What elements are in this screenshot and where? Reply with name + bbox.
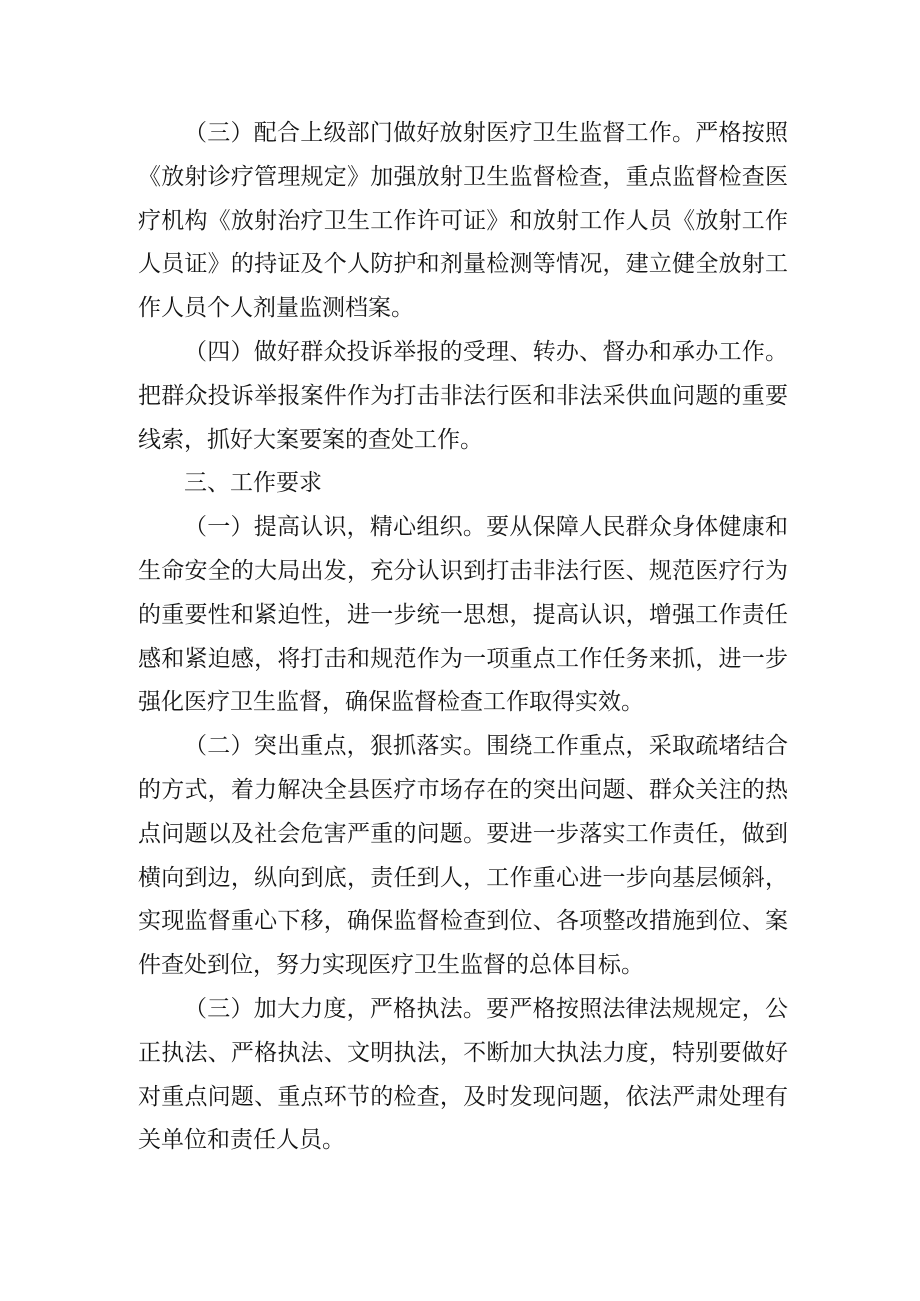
section-heading-work-requirements: 三、工作要求 [184, 470, 322, 497]
paragraph-radiation-supervision: （三）配合上级部门做好放射医疗卫生监督工作。严格按照《放射诊疗管理规定》加强放射卫生监督检查，重点监督检查医疗机构《放射治疗卫生工作许可证》和放射工作人员《放射工作人员证》的持证及个人防护和剂量检测等情况，建立健全放射工作人员个人剂量监测档案。 [138, 120, 788, 322]
paragraph-strict-enforcement: （三）加大力度，严格执法。要严格按照法律法规规定，公正执法、严格执法、文明执法，不断加大执法力度，特别要做好对重点问题、重点环节的检查，及时发现问题，依法严肃处理有关单位和责任人员。 [138, 995, 788, 1154]
paragraph-highlight-priorities: （二）突出重点，狠抓落实。围绕工作重点，采取疏堵结合的方式，着力解决全县医疗市场存在的突出问题、群众关注的热点问题以及社会危害严重的问题。要进一步落实工作责任，做到横向到边，纵向到底，责任到人，工作重心进一步向基层倾斜，实现监督重心下移，确保监督检查到位、各项整改措施到位、案件查处到位，努力实现医疗卫生监督的总体目标。 [138, 733, 788, 979]
paragraph-raise-awareness: （一）提高认识，精心组织。要从保障人民群众身体健康和生命安全的大局出发，充分认识到打击非法行医、规范医疗行为的重要性和紧迫性，进一步统一思想，提高认识，增强工作责任感和紧迫感，将打击和规范作为一项重点工作任务来抓，进一步强化医疗卫生监督，确保监督检查工作取得实效。 [138, 514, 788, 716]
paragraph-complaint-handling: （四）做好群众投诉举报的受理、转办、督办和承办工作。把群众投诉举报案件作为打击非法行医和非法采供血问题的重要线索，抓好大案要案的查处工作。 [138, 338, 788, 453]
document-body [138, 112, 788, 1163]
